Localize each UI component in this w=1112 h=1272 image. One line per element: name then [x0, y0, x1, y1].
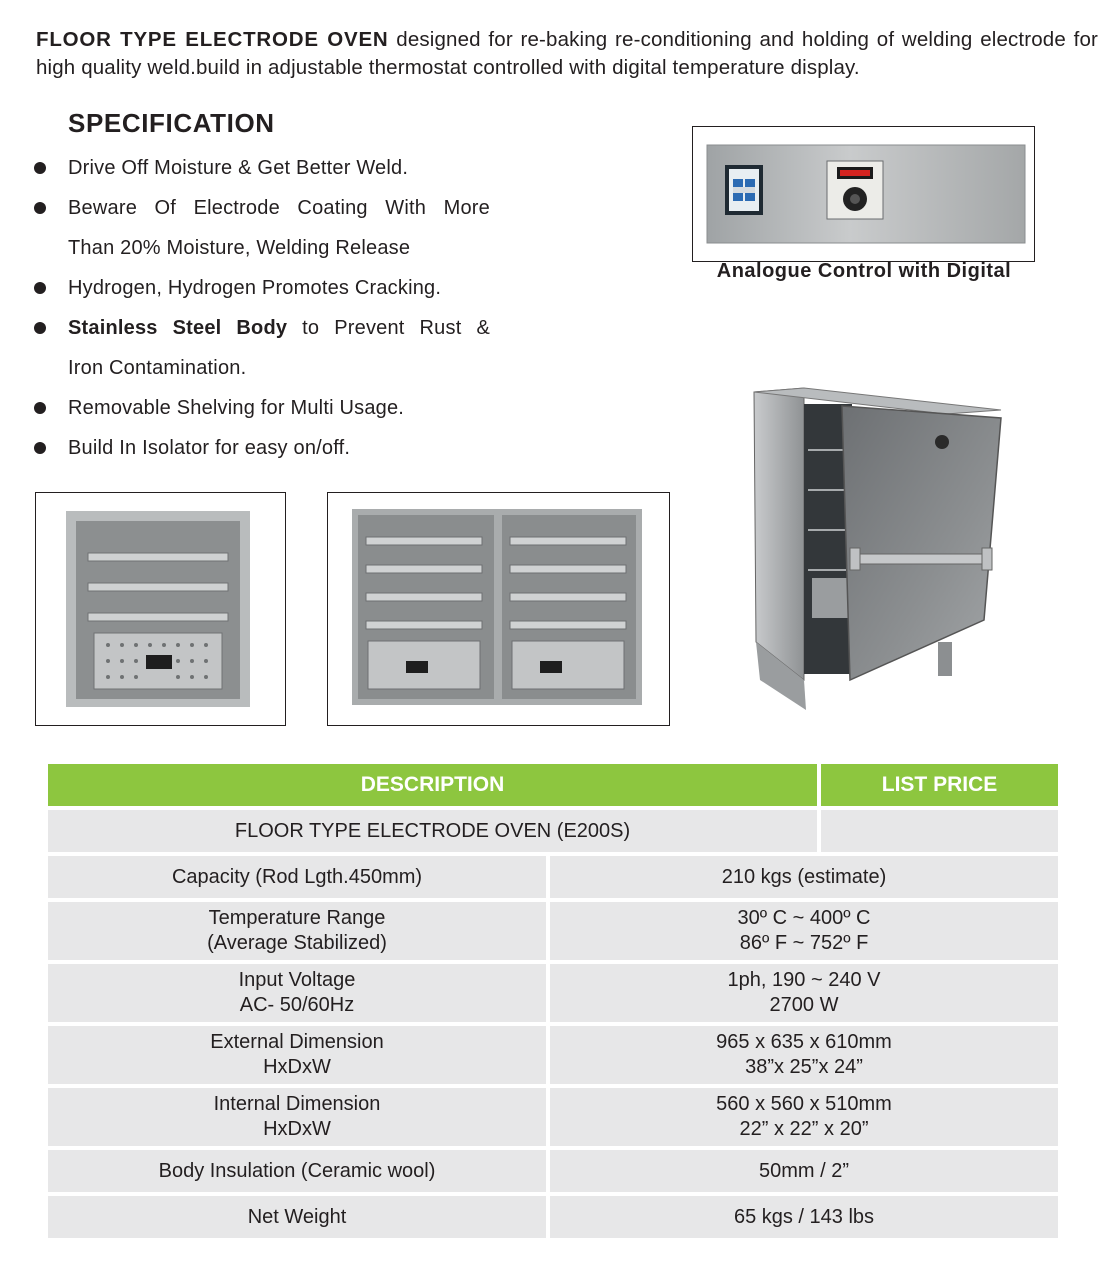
- description-header: DESCRIPTION: [48, 764, 821, 806]
- spec-line-5: [30, 308, 490, 348]
- value-line: 30º C ~ 400º C: [737, 907, 871, 929]
- label-line: HxDxW: [263, 1118, 331, 1140]
- thermostat-controller: [827, 161, 883, 219]
- label-line: (Average Stabilized): [207, 932, 387, 954]
- control-panel-photo: [692, 126, 1035, 262]
- model-price-cell: [821, 810, 1058, 852]
- spec-label-cell: [48, 1026, 550, 1084]
- table-row: [48, 1196, 1058, 1238]
- table-row: [48, 964, 1058, 1022]
- single-interior-illustration: [36, 493, 285, 725]
- label-line: Net Weight: [247, 1205, 347, 1228]
- value-line: 2700 W: [769, 994, 839, 1016]
- label-line: External Dimension: [210, 1031, 384, 1053]
- spec-text: Beware Of Electrode Coating With More: [68, 197, 490, 219]
- intro-paragraph: [36, 26, 1098, 82]
- spec-value-cell: [550, 964, 1058, 1022]
- table-header-row: [48, 764, 1058, 806]
- label-line: Internal Dimension: [213, 1093, 381, 1115]
- spec-text: Iron Contamination.: [68, 357, 247, 379]
- spec-line-3: [30, 228, 500, 268]
- spec-bold-text: Stainless Steel Body: [68, 317, 288, 339]
- model-name-cell: FLOOR TYPE ELECTRODE OVEN (E200S): [48, 810, 821, 852]
- bullet-icon: [34, 162, 46, 174]
- spec-line-2: [30, 188, 490, 228]
- spec-line-8: [30, 428, 500, 468]
- value-line: 50mm / 2”: [758, 1159, 850, 1182]
- bullet-icon: [34, 442, 46, 454]
- spec-text: Drive Off Moisture & Get Better Weld.: [68, 157, 409, 179]
- spec-text: to Prevent Rust &: [287, 317, 490, 339]
- table-row: [48, 1088, 1058, 1146]
- label-line: AC- 50/60Hz: [239, 994, 355, 1016]
- double-interior-illustration: [328, 493, 669, 725]
- spec-value-cell: [550, 856, 1058, 898]
- spec-label-cell: [48, 1196, 550, 1238]
- table-row: [48, 1150, 1058, 1192]
- spec-text: Build In Isolator for easy on/off.: [68, 437, 351, 459]
- spec-value-cell: [550, 1088, 1058, 1146]
- table-row: [48, 856, 1058, 898]
- oven-exterior-illustration: [746, 380, 1008, 718]
- table-row: [48, 902, 1058, 960]
- table-row: [48, 1026, 1058, 1084]
- price-table: [48, 760, 1058, 1242]
- oven-interior-photo-single: [35, 492, 286, 726]
- spec-label-cell: [48, 964, 550, 1022]
- control-panel-illustration: [693, 127, 1034, 261]
- spec-line-7: [30, 388, 500, 428]
- list-price-header: LIST PRICE: [821, 764, 1058, 806]
- value-line: 22” x 22” x 20”: [739, 1118, 869, 1140]
- value-line: 38”x 25”x 24”: [745, 1056, 863, 1078]
- spec-label-cell: [48, 1150, 550, 1192]
- spec-label-cell: [48, 1088, 550, 1146]
- label-line: Body Insulation (Ceramic wool): [158, 1159, 436, 1182]
- value-line: 86º F ~ 752º F: [739, 932, 869, 954]
- label-line: Capacity (Rod Lgth.450mm): [171, 865, 423, 888]
- spec-value-cell: [550, 1150, 1058, 1192]
- spec-line-6: [30, 348, 500, 388]
- label-line: HxDxW: [263, 1056, 331, 1078]
- isolator-switch-icon: [725, 165, 763, 215]
- spec-line-1: [30, 148, 500, 188]
- spec-label-cell: [48, 856, 550, 898]
- specification-list: [30, 148, 500, 468]
- table-row: [48, 810, 1058, 852]
- label-line: Temperature Range: [208, 907, 386, 929]
- bullet-icon: [34, 322, 46, 334]
- value-line: 65 kgs / 143 lbs: [733, 1205, 875, 1228]
- value-line: 1ph, 190 ~ 240 V: [727, 969, 881, 991]
- bullet-icon: [34, 282, 46, 294]
- oven-interior-photo-double: [327, 492, 670, 726]
- oven-exterior-photo: [746, 380, 1008, 718]
- spec-label-cell: [48, 902, 550, 960]
- spec-text: Removable Shelving for Multi Usage.: [68, 397, 405, 419]
- spec-value-cell: [550, 1026, 1058, 1084]
- value-line: 210 kgs (estimate): [721, 865, 887, 888]
- spec-value-cell: [550, 902, 1058, 960]
- intro-product-name: FLOOR TYPE ELECTRODE OVEN: [36, 28, 389, 51]
- bullet-icon: [34, 402, 46, 414]
- intro-description: designed for re-baking re-conditioning and holding of welding electrode for high quality weld.build in adjustable thermostat controlled with digital temperature display.: [36, 28, 1098, 79]
- bullet-icon: [34, 202, 46, 214]
- specification-title: SPECIFICATION: [68, 108, 275, 138]
- spec-value-cell: [550, 1196, 1058, 1238]
- spec-line-4: [30, 268, 500, 308]
- spec-text: Hydrogen, Hydrogen Promotes Cracking.: [68, 277, 442, 299]
- spec-text: Than 20% Moisture, Welding Release: [68, 237, 411, 259]
- label-line: Input Voltage: [238, 969, 356, 991]
- control-panel-caption: Analogue Control with Digital: [716, 260, 1012, 282]
- value-line: 965 x 635 x 610mm: [716, 1031, 892, 1053]
- value-line: 560 x 560 x 510mm: [716, 1093, 892, 1115]
